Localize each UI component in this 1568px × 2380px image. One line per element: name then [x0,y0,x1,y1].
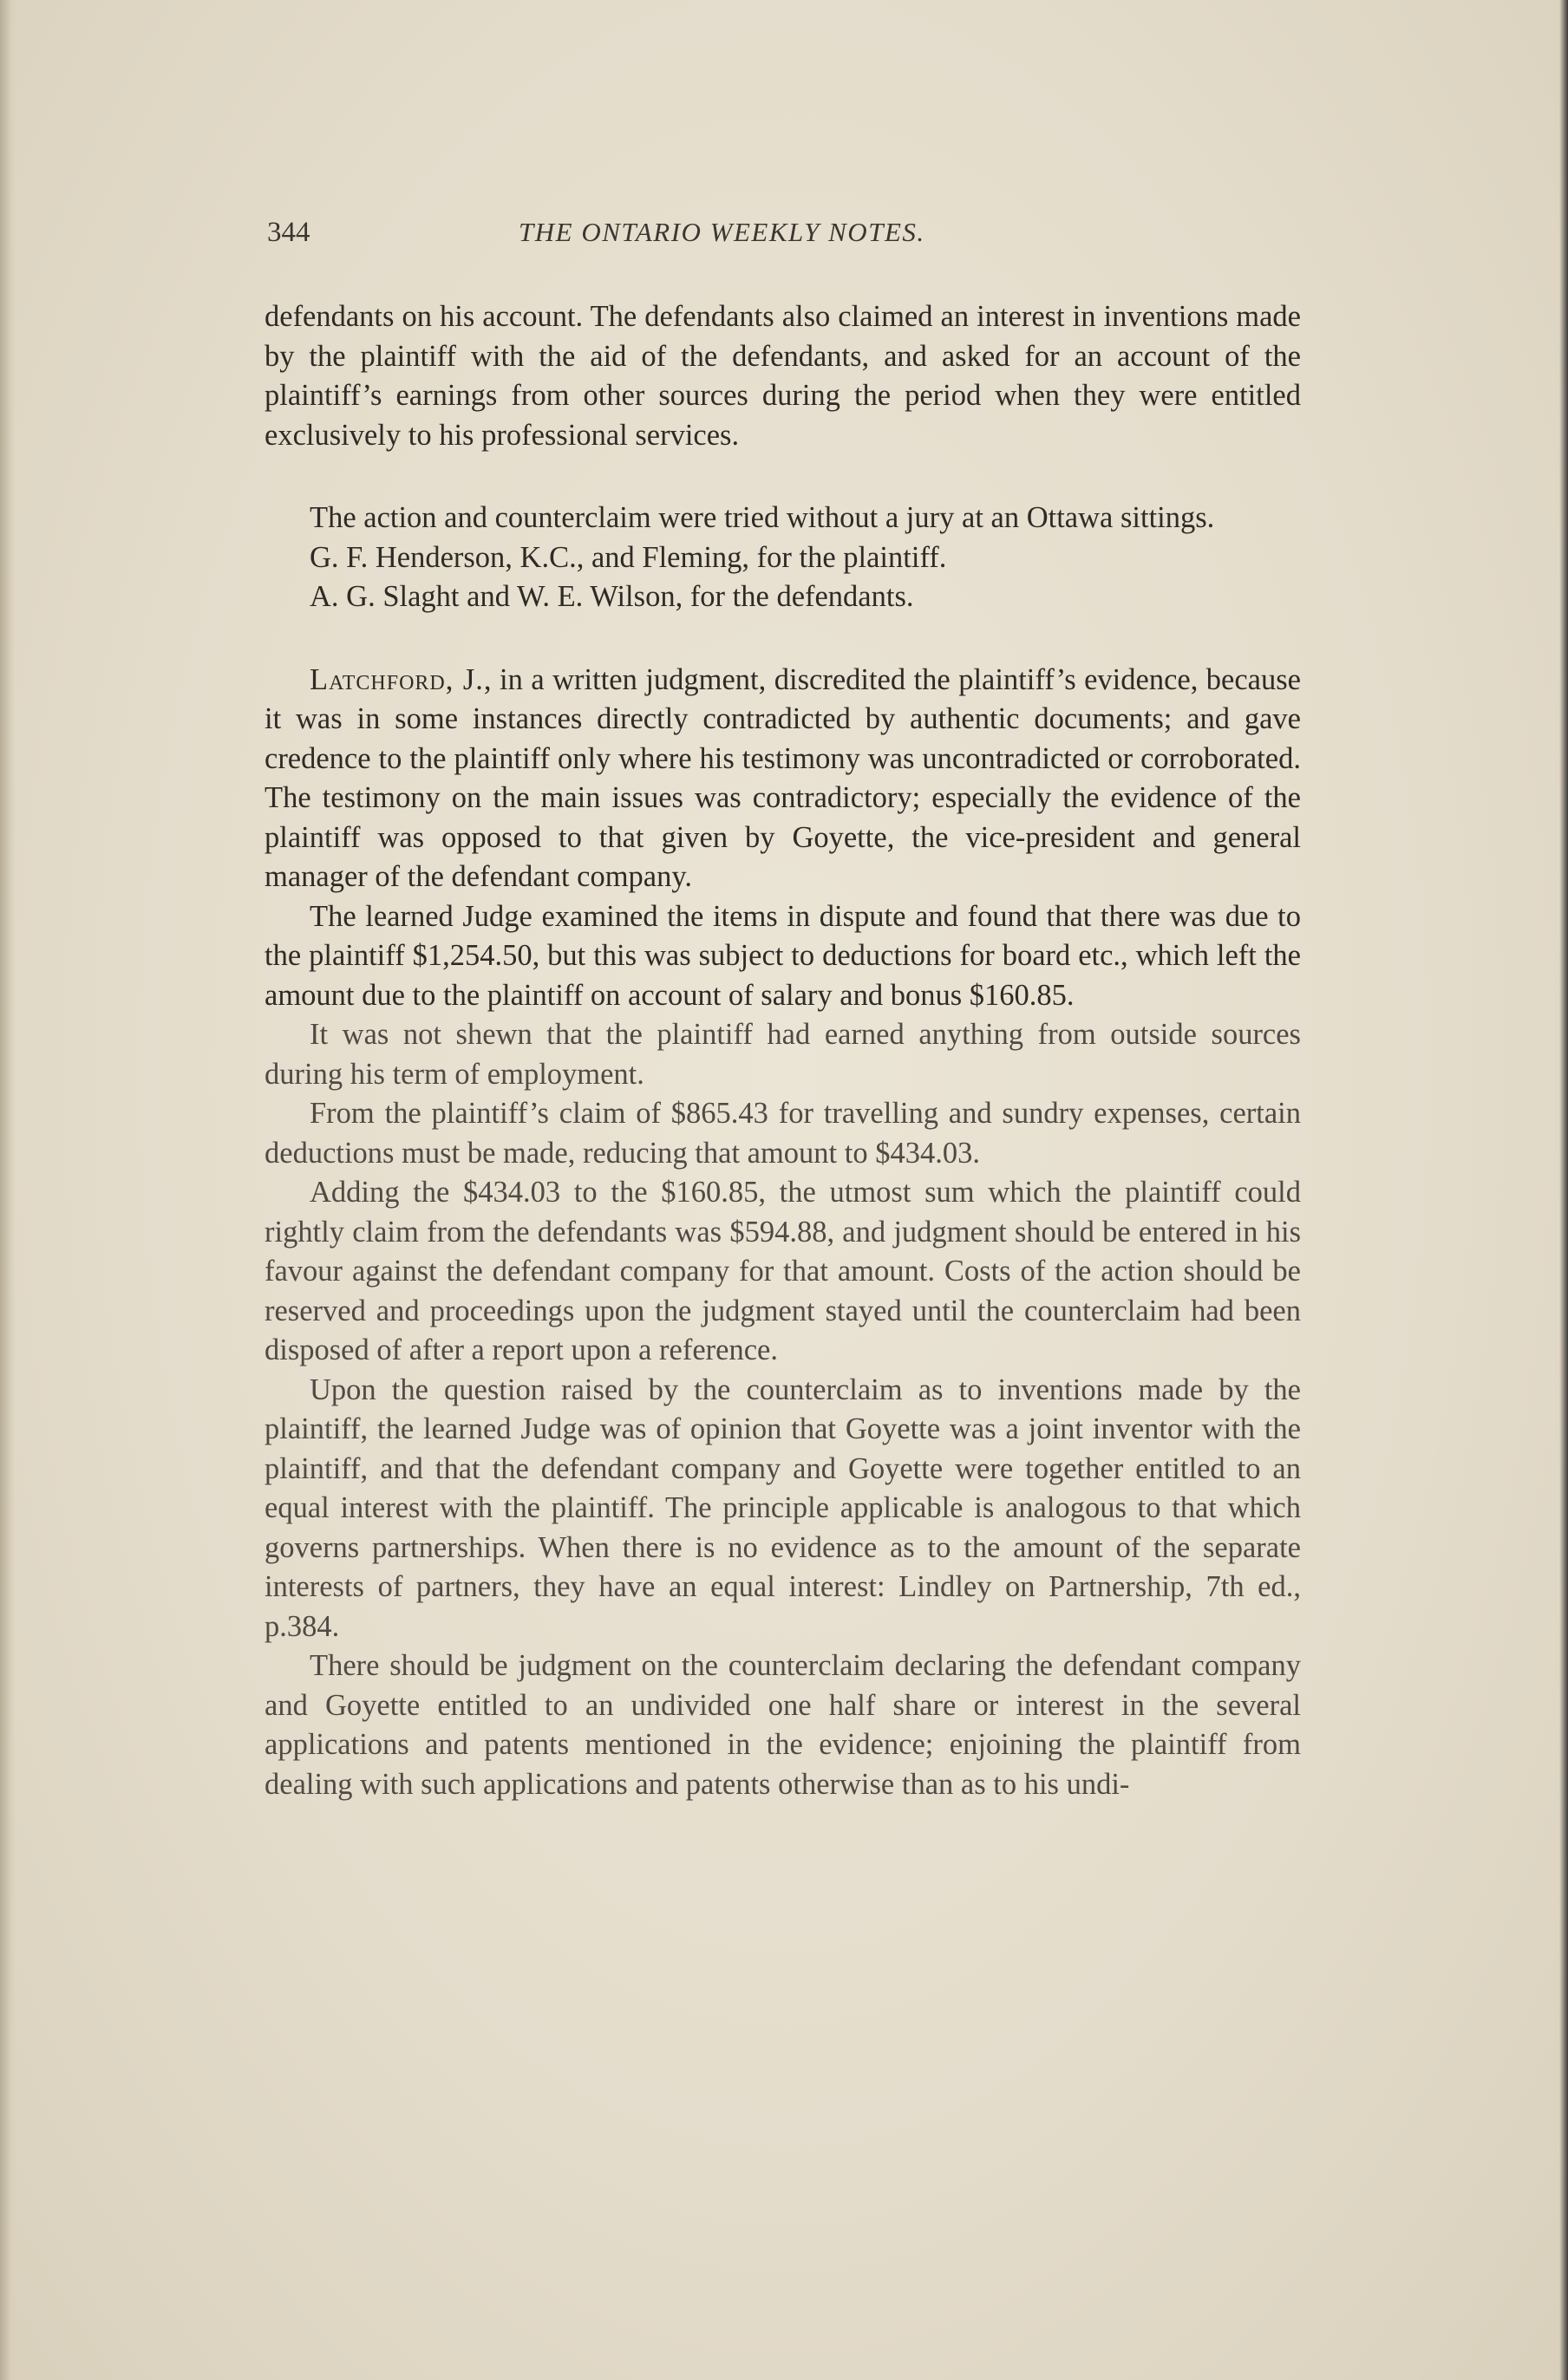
paragraph-outside-sources: It was not shewn that the plaintiff had earned anything from outside sources during his term of employment. [265,1018,1301,1091]
running-title: THE ONTARIO WEEKLY NOTES. [519,217,925,247]
paragraph-judgment [265,661,1301,897]
paragraph-intro-continued: defendants on his account. The defendants also claimed an interest in inventions made by the plaintiff with the aid of the defendants, and asked for an account of the plaintiff’s earnings from other sources during the period when they were entitled exclusively to his professional services. [265,300,1301,452]
judgment-text: , in a written judgment, discredited the plaintiff’s evidence, because it was in some instances directly contradicted by authentic documents; and gave credence to the plaintiff only where his testimony was uncontradicted or corroborated. The testimony on the main issues was contradictory; especially the evidence of the plaintiff was opposed to that given by Goyette, the vice-president and general manager of the defendant company. [265,662,1301,893]
paragraph-expenses: From the plaintiff’s claim of $865.43 for travelling and sundry expenses, certain deductions must be made, reducing that amount to $434.03. [265,1097,1301,1170]
page-binding-edge [0,0,16,2380]
section-gap [265,617,1301,661]
counsel-plaintiff: G. F. Henderson, K.C., and Fleming, for the plaintiff. [310,540,947,574]
paragraph-inventions: Upon the question raised by the counterclaim as to inventions made by the plaintiff, the learned Judge was of opinion that Goyette was a joint inventor with the plaintiff, and that the defendant company and Goyette were together entitled to an equal interest with the plaintiff. The principle applicable is analogous to that which governs partnerships. When there is no evidence as to the amount of the separate interests of partners, they have an equal interest: Lindley on Partnership, 7th ed., p.384. [265,1373,1301,1643]
paragraph-items-dispute: The learned Judge examined the items in dispute and found that there was due to the plaintiff $1,254.50, but this was subject to deductions for board etc., which left the amount due to the plaintiff on account of salary and bonus $160.85. [265,899,1301,1012]
section-gap [265,455,1301,499]
page-header [267,217,1048,260]
paragraph-total-sum: Adding the $434.03 to the $160.85, the utmost sum which the plaintiff could rightly claim from the defendants was $594.88, and judgment should be entered in his favour against the defendant company for that amount. Costs of the action should be reserved and proceedings upon the judgment stayed until the counterclaim had been disposed of after a report upon a reference. [265,1176,1301,1366]
page-number: 344 [267,217,310,248]
judge-name: Latchford, J. [310,662,484,696]
paragraph-trial: The action and counterclaim were tried without a jury at an Ottawa sittings. [310,501,1215,534]
counsel-defendants: A. G. Slaght and W. E. Wilson, for the defendants. [310,580,914,613]
body-text [265,297,1301,1804]
page-right-shadow [1559,0,1568,2380]
paragraph-counterclaim-judgment: There should be judgment on the counterclaim declaring the defendant company and Goyette entitled to an undivided one half share or interest in the several applications and patents mentioned in the evidence; enjoining the plaintiff from dealing with such applications and patents otherwise than as to his undi- [265,1649,1301,1801]
